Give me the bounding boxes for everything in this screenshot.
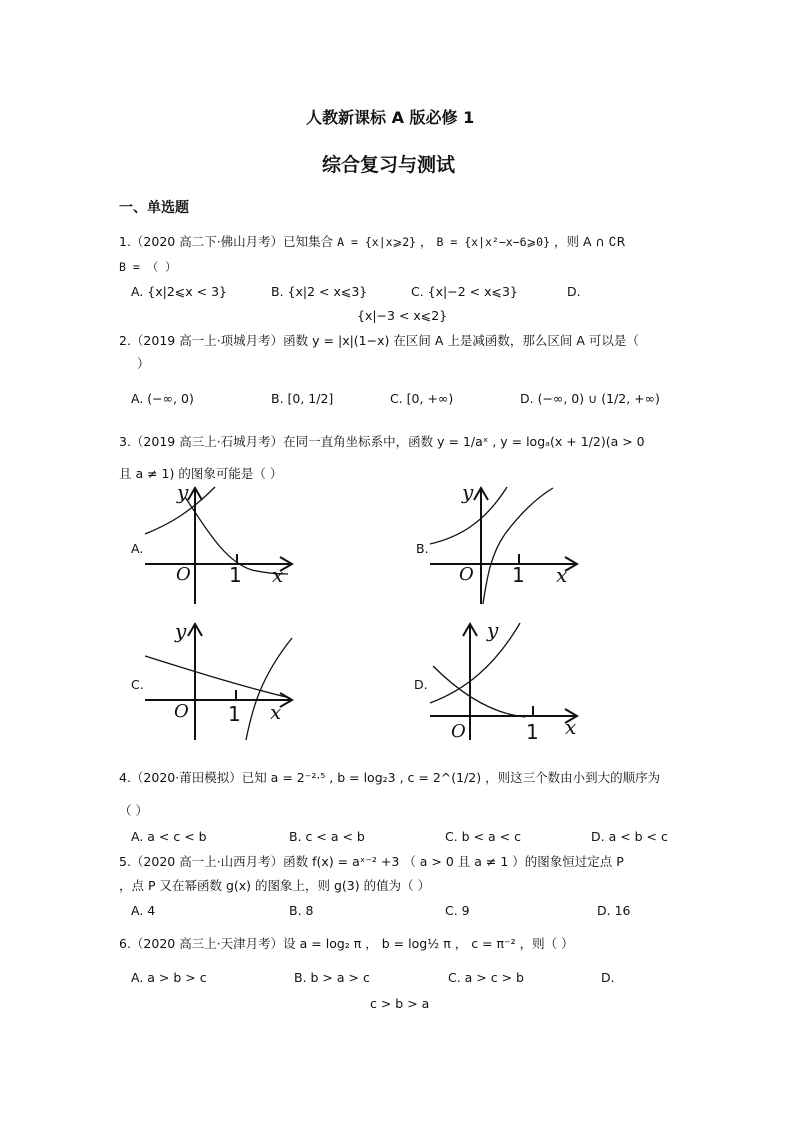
q2-stem: 2.（2019 高一上·项城月考）函数 y = |x|(1−x) 在区间 A 上是减函数，那么区间 A 可以是（: [119, 333, 639, 348]
q5-line2: ，点 P 又在幂函数 g(x) 的图象上，则 g(3) 的值为（ ）: [119, 878, 431, 893]
y-label: y: [175, 619, 187, 643]
q1-option-d-label: D.: [567, 284, 581, 299]
q4-option-d: D. a < b < c: [591, 829, 668, 844]
doc-title: 人教新课标 A 版必修 1: [306, 108, 475, 127]
q6-option-c: C. a > c > b: [448, 970, 524, 985]
q5-stem: 5.（2020 高一上·山西月考）函数 f(x) = aˣ⁻² +3 （ a > 0 且 a ≠ 1 ）的图象恒过定点 P: [119, 854, 624, 869]
q2-option-c: C. [0, +∞): [390, 391, 454, 406]
q6-option-b: B. b > a > c: [294, 970, 370, 985]
q3-option-b: B.: [416, 541, 429, 556]
q5-option-a: A. 4: [131, 903, 156, 918]
x-label: x: [556, 563, 568, 587]
q1-stem-text: 1.（2020 高二下·佛山月考）已知集合: [119, 234, 334, 249]
q1-tail: ，则 A ∩ ∁R: [554, 234, 626, 249]
q1-option-d-text: {x|−3 < x⩽2}: [357, 308, 448, 323]
q1-option-a: A. {x|2⩽x < 3}: [131, 284, 227, 299]
q6-option-a: A. a > b > c: [131, 970, 207, 985]
q1-set-a: A = {x|x⩾2}: [337, 235, 417, 249]
curve-exp: [145, 656, 290, 698]
curve-log: [430, 623, 520, 703]
q4-option-a: A. a < c < b: [131, 829, 207, 844]
q1-option-c: C. {x|−2 < x⩽3}: [411, 284, 518, 299]
x-label: x: [565, 715, 577, 739]
q4-option-b: B. c < a < b: [289, 829, 365, 844]
q5-option-b: B. 8: [289, 903, 314, 918]
q1-line2: B = （ ）: [119, 260, 177, 274]
q3-line2: 且 a ≠ 1) 的图象可能是（ ）: [119, 466, 283, 481]
x-label: x: [272, 563, 284, 587]
origin-label: O: [459, 564, 474, 585]
one-label: 1: [526, 720, 539, 744]
y-label: y: [462, 480, 474, 504]
q1-option-b: B. {x|2 < x⩽3}: [271, 284, 368, 299]
graph-b: [425, 482, 585, 607]
q2-option-d: D. (−∞, 0) ∪ (1/2, +∞): [520, 391, 660, 406]
origin-label: O: [174, 701, 189, 722]
q6-option-d-label: D.: [601, 970, 615, 985]
x-label: x: [270, 700, 282, 724]
q3-option-c: C.: [131, 677, 144, 692]
origin-label: O: [176, 564, 191, 585]
one-label: 1: [229, 563, 242, 587]
q4-line2: （ ）: [119, 803, 148, 818]
curve-log: [246, 638, 292, 740]
q3-option-d: D.: [414, 677, 428, 692]
origin-label: O: [451, 721, 466, 742]
section-heading: 一、单选题: [119, 200, 189, 216]
y-label: y: [177, 480, 189, 504]
q5-option-c: C. 9: [445, 903, 470, 918]
y-label: y: [487, 618, 499, 642]
doc-subtitle: 综合复习与测试: [322, 154, 456, 176]
q6-option-d-text: c > b > a: [370, 996, 430, 1011]
q4-stem: 4.（2020·莆田模拟）已知 a = 2⁻²·⁵ , b = log₂3 , c = 2^(1/2) ，则这三个数由小到大的顺序为: [119, 770, 661, 785]
q4-option-c: C. b < a < c: [445, 829, 521, 844]
q1-stem: [119, 234, 625, 250]
q6-stem: 6.（2020 高三上·天津月考）设 a = log₂ π ， b = log½ π ， c = π⁻² ，则（ ）: [119, 936, 574, 951]
q2-option-b: B. [0, 1/2]: [271, 391, 334, 406]
graph-a: [140, 482, 300, 607]
q1-sep: ，: [420, 234, 433, 249]
graph-c: [140, 618, 300, 743]
q2-close: ）: [137, 356, 150, 371]
q3-option-a: A.: [131, 541, 144, 556]
q3-stem: 3.（2019 高三上·石城月考）在同一直角坐标系中，函数 y = 1/aˣ , y = logₐ(x + 1/2)(a > 0: [119, 434, 645, 449]
one-label: 1: [512, 563, 525, 587]
q5-option-d: D. 16: [597, 903, 631, 918]
q2-option-a: A. (−∞, 0): [131, 391, 194, 406]
one-label: 1: [228, 702, 241, 726]
q1-set-b: B = {x|x²−x−6⩾0}: [436, 235, 551, 249]
graph-d: [425, 618, 585, 743]
